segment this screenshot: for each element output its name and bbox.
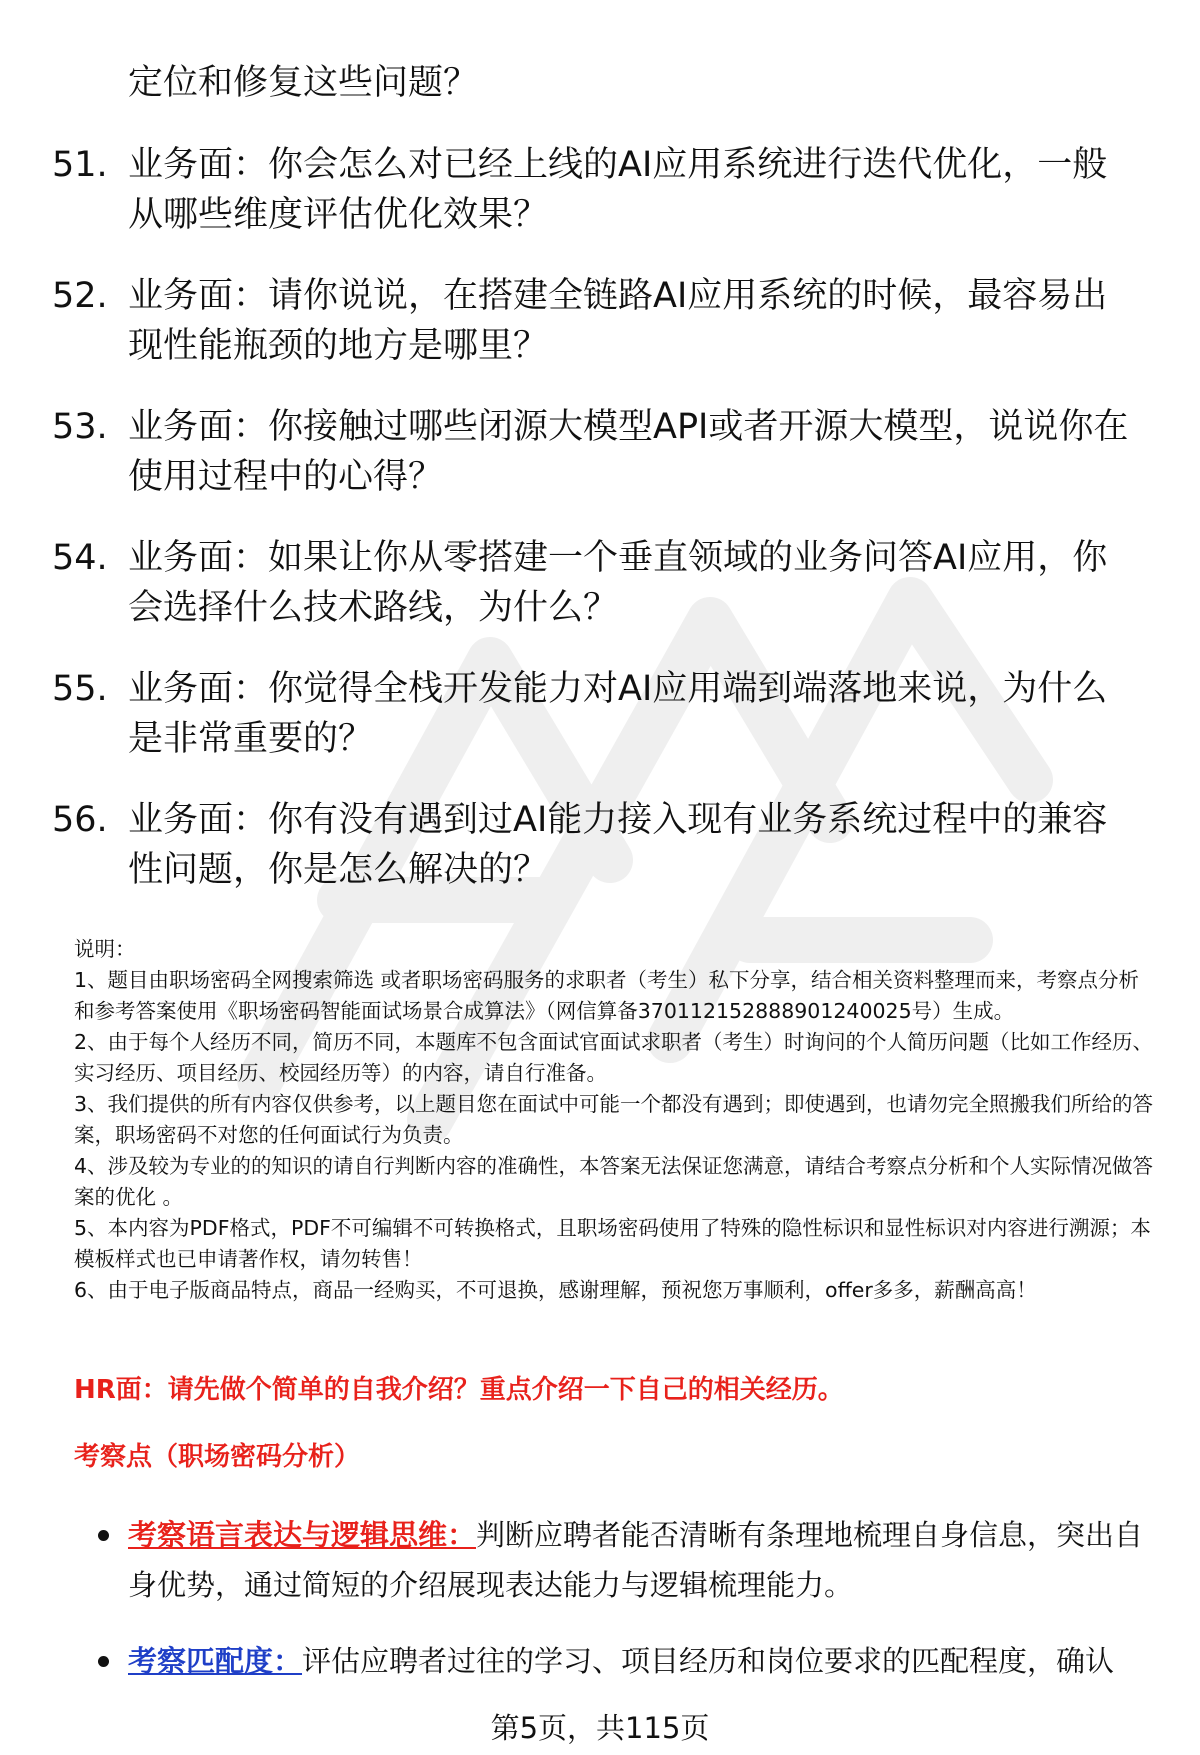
question-text: 业务面：你觉得全栈开发能力对AI应用端到端落地来说，为什么是非常重要的？ [128,669,1108,759]
assessment-bullet-list [98,1510,1158,1712]
note-item: 5、本内容为PDF格式，PDF不可编辑不可转换格式，且职场密码使用了特殊的隐性标识和显性标识对内容进行溯源；本模板样式也已申请著作权，请勿转售！ [74,1216,1151,1271]
question-text: 业务面：请你说说，在搭建全链路AI应用系统的时候，最容易出现性能瓶颈的地方是哪里？ [128,276,1108,366]
note-item: 4、涉及较为专业的的知识的请自行判断内容的准确性，本答案无法保证您满意，请结合考察点分析和个人实际情况做答案的优化 。 [74,1154,1154,1209]
list-item [98,1510,1158,1610]
question-number: 55. [52,669,108,709]
question-list [52,140,1152,926]
list-item [52,402,1152,502]
question-text: 业务面：你会怎么对已经上线的AI应用系统进行迭代优化，一般从哪些维度评估优化效果？ [128,145,1108,235]
notes-section [74,934,1154,1306]
list-item [52,664,1152,764]
question-number: 52. [52,276,108,316]
note-item: 6、由于电子版商品特点，商品一经购买，不可退换，感谢理解，预祝您万事顺利，offer多多，薪酬高高！ [74,1278,1037,1302]
question-number: 51. [52,145,108,185]
notes-title: 说明： [74,937,136,961]
list-item [52,795,1152,895]
note-item: 2、由于每个人经历不同，简历不同，本题库不包含面试官面试求职者（考生）时询问的个人简历问题（比如工作经历、实习经历、项目经历、校园经历等）的内容，请自行准备。 [74,1030,1154,1085]
list-item [52,533,1152,633]
question-text: 业务面：如果让你从零搭建一个垂直领域的业务问答AI应用，你会选择什么技术路线，为什么？ [128,538,1108,628]
page-number-footer: 第5页，共115页 [490,1711,710,1745]
list-item [98,1636,1158,1686]
bullet-text: 评估应聘者过往的学习、项目经历和岗位要求的匹配程度，确认 [302,1644,1115,1678]
bullet-keyword: 考察匹配度： [128,1644,303,1678]
bullet-icon [98,1530,109,1541]
question-text: 业务面：你有没有遇到过AI能力接入现有业务系统过程中的兼容性问题，你是怎么解决的？ [128,800,1108,890]
note-item: 1、题目由职场密码全网搜索筛选 或者职场密码服务的求职者（考生）私下分享，结合相关资料整理而来，考察点分析和参考答案使用《职场密码智能面试场景合成算法》（网信算备370112152888901240025号）生成。 [74,968,1140,1023]
bullet-keyword: 考察语言表达与逻辑思维： [128,1518,477,1552]
bullet-text: 判断应聘者能否清晰有条理地梳理自身信息，突出自身优势，通过简短的介绍展现表达能力与逻辑梳理能力。 [128,1518,1144,1602]
question-number: 56. [52,800,108,840]
assessment-points-heading: 考察点（职场密码分析） [74,1442,361,1472]
hr-question-heading: HR面：请先做个简单的自我介绍？重点介绍一下自己的相关经历。 [74,1375,844,1405]
list-item [52,271,1152,371]
question-text: 业务面：你接触过哪些闭源大模型API或者开源大模型，说说你在使用过程中的心得？ [128,407,1129,497]
note-item: 3、我们提供的所有内容仅供参考，以上题目您在面试中可能一个都没有遇到；即使遇到，也请勿完全照搬我们所给的答案，职场密码不对您的任何面试行为负责。 [74,1092,1154,1147]
bullet-icon [98,1656,109,1667]
question-continuation: 定位和修复这些问题？ [128,63,479,103]
question-number: 53. [52,407,108,447]
list-item [52,140,1152,240]
question-number: 54. [52,538,108,578]
